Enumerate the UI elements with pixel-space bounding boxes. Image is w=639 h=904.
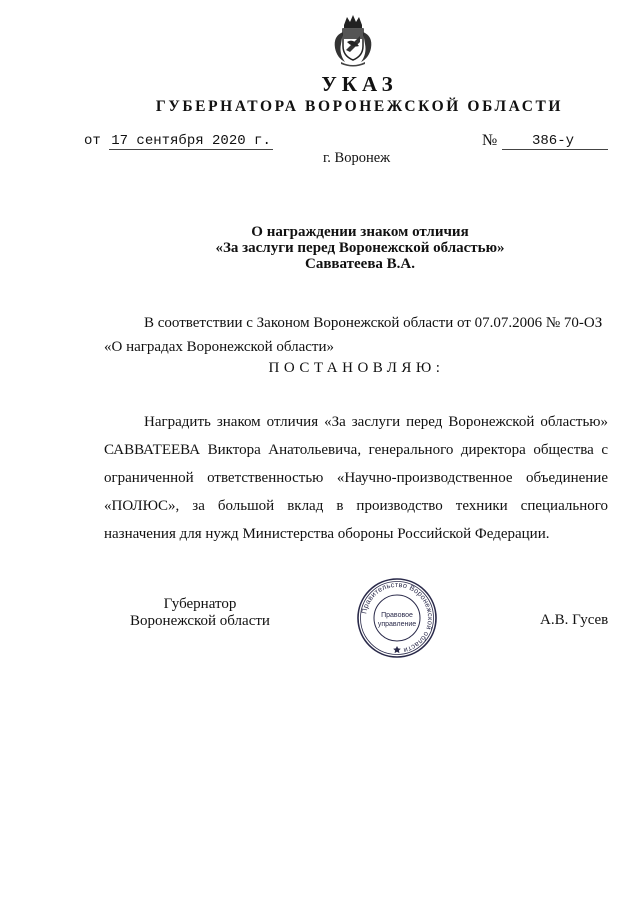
subject-line-3: Савватеева В.А. [304,256,416,272]
date-prefix: от [84,133,101,149]
stamp-center-line-2: управление [377,621,417,628]
signatory-name: А.В. Гусев [540,612,609,628]
signatory-position-line-2: Воронежской области [130,613,270,629]
document-date [84,133,273,150]
stamp-center-line-1: Правовое [381,612,413,619]
coat-of-arms-icon [329,12,377,68]
stamp-ring-text: Правительство Воронежской области [359,579,436,656]
document-type-title: УКАЗ [321,72,398,96]
document-subject [150,224,570,272]
subject-line-1: О награждении знаком отличия [251,224,469,240]
award-paragraph: Наградить знаком отличия «За заслуги перед Воронежской областью» САВВАТЕЕВА Виктора Анатольевича, генерального директора общества с ограниченной ответственностью «Научно-производственное объединение «ПОЛЮС», за большой вклад в производство техники специального назначения для нужд Министерства обороны Российской Федерации. [104,414,608,542]
city: г. Воронеж [323,150,391,166]
signatory-position-line-1: Губернатор [163,596,237,612]
date-value: 17 сентября 2020 г. [111,133,271,149]
official-stamp-icon [356,577,438,659]
subject-line-2: «За заслуги перед Воронежской областью» [215,240,505,256]
stamp-star-icon [393,646,401,653]
legal-basis-paragraph: В соответствии с Законом Воронежской области от 07.07.2006 № 70-ОЗ «О наградах Воронежской области» [104,315,603,355]
number-label: № [482,132,498,149]
resolve-heading: ПОСТАНОВЛЯЮ: [268,360,445,376]
document-number: 386-у [502,133,608,150]
issuer-title: ГУБЕРНАТОРА ВОРОНЕЖСКОЙ ОБЛАСТИ [155,98,564,115]
signatory-position [115,596,285,630]
